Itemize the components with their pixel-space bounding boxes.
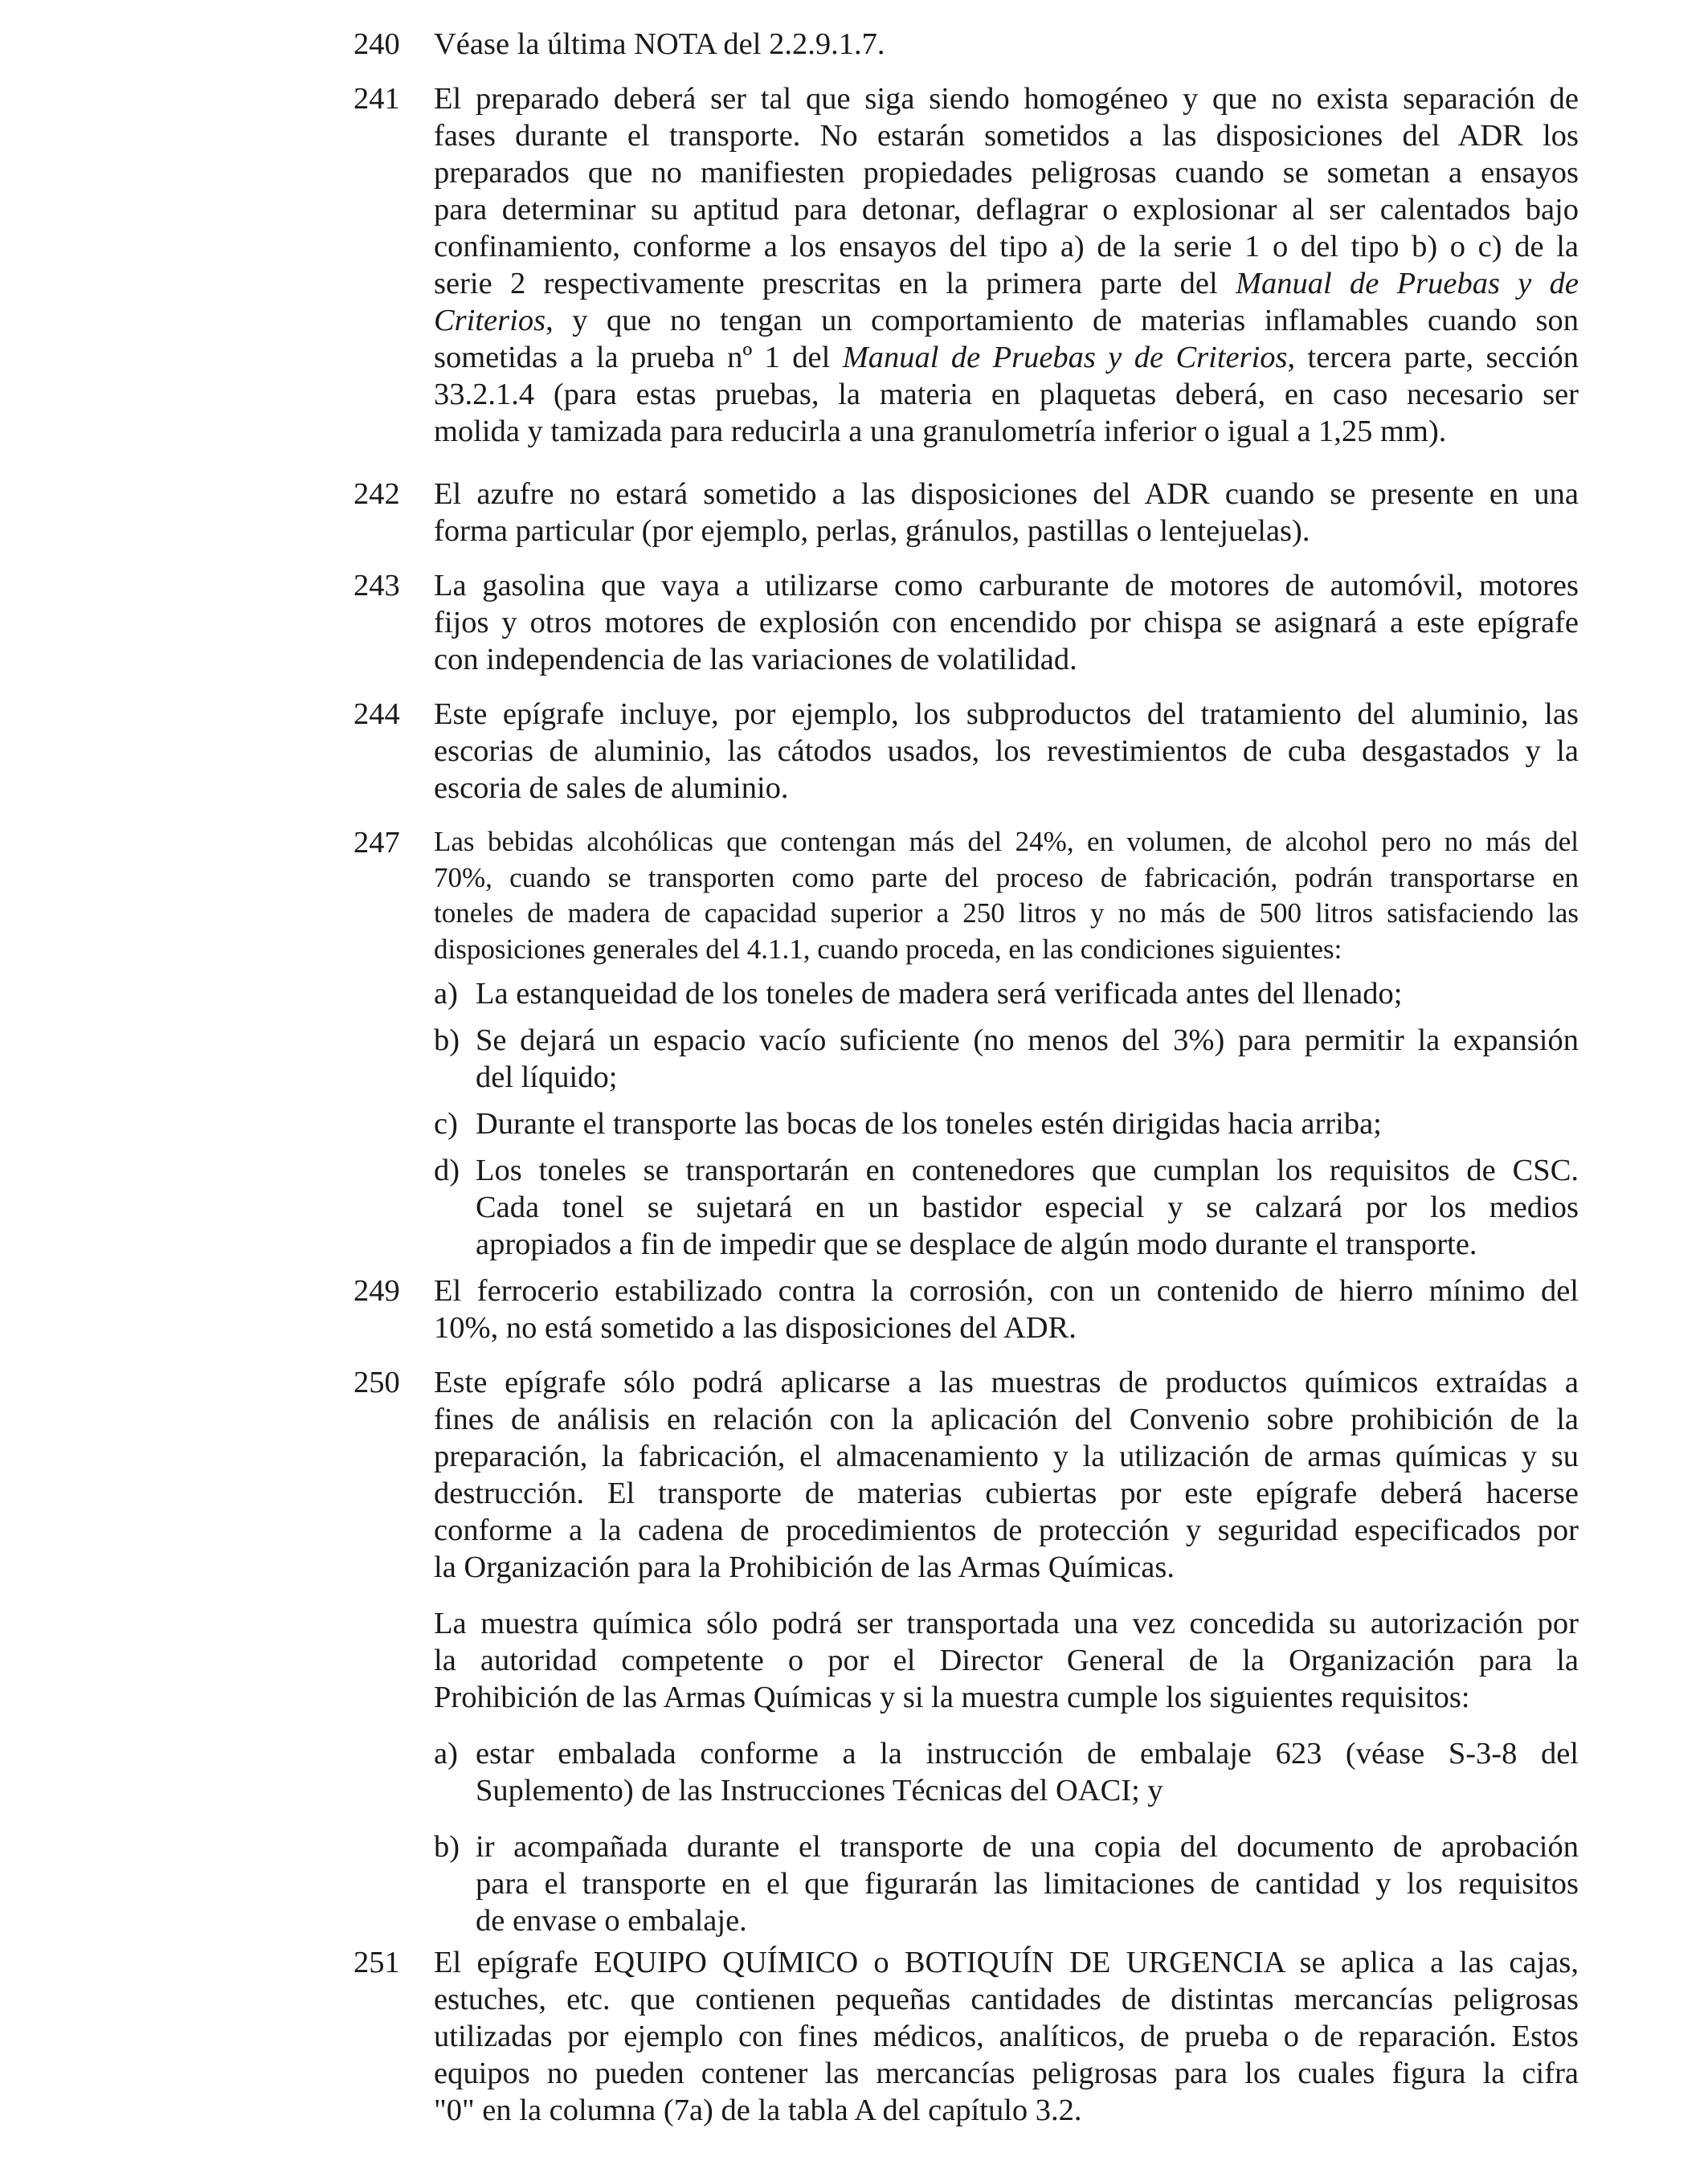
text-line: Suplemento) de las Instrucciones Técnicas del OACI; y (476, 1774, 1163, 1807)
text-line: la autoridad competente o por el Director General de la Organización para la (434, 1644, 1579, 1677)
paragraph (434, 1364, 1579, 1586)
provision-text (434, 1272, 1579, 1346)
text-line: Véase la última NOTA del 2.2.9.1.7. (434, 27, 885, 61)
text-run: , tercera parte, sección (1287, 341, 1579, 374)
text-line: preparados que no manifiesten propiedades peligrosas cuando se sometan a ensayos (434, 156, 1579, 190)
text-line: Durante el transporte las bocas de los toneles estén dirigidas hacia arriba; (476, 1107, 1382, 1141)
text-line: Este epígrafe incluye, por ejemplo, los subproductos del tratamiento del aluminio, las (434, 697, 1579, 731)
text-line: Las bebidas alcohólicas que contengan más del 24%, en volumen, de alcohol pero no más del (434, 826, 1579, 857)
paragraph (434, 1605, 1579, 1716)
italic-title: Manual de Pruebas y de (1235, 267, 1579, 300)
text-line: escoria de sales de aluminio. (434, 771, 789, 805)
text-line: equipos no pueden contener las mercancías peligrosas para los cuales figura la cifra (434, 2057, 1579, 2090)
text-line: con independencia de las variaciones de volatilidad. (434, 643, 1077, 676)
text-line (434, 265, 1579, 302)
provision-text (434, 26, 1579, 63)
text-line: disposiciones generales del 4.1.1, cuando proceda, en las condiciones siguientes: (434, 933, 1342, 965)
text-line: "0" en la columna (7a) de la tabla A del capítulo 3.2. (434, 2093, 1082, 2127)
text-line: escorias de aluminio, las cátodos usados, los revestimientos de cuba desgastados y la (434, 734, 1579, 768)
provision-number: 247 (353, 826, 400, 860)
provision-text (434, 824, 1579, 1263)
text-line: forma particular (por ejemplo, perlas, gránulos, pastillas o lentejuelas). (434, 514, 1310, 548)
text-line: preparación, la fabricación, el almacenamiento y la utilización de armas químicas y su (434, 1440, 1579, 1473)
provision-number: 251 (353, 1946, 400, 1979)
text-line: Cada tonel se sujetará en un bastidor especial y se calzará por los medios (476, 1191, 1579, 1224)
text-line: destrucción. El transporte de materias cubiertas por este epígrafe deberá hacerse (434, 1477, 1579, 1510)
text-line: la Organización para la Prohibición de las Armas Químicas. (434, 1550, 1175, 1584)
list-item-b (434, 1022, 1579, 1096)
text-line: La muestra química sólo podrá ser transportada una vez concedida su autorización por (434, 1607, 1579, 1640)
text-run: sometidas a la prueba nº 1 del (434, 341, 843, 374)
italic-title: Criterios (434, 304, 546, 337)
text-line: utilizadas por ejemplo con fines médicos, analíticos, de prueba o de reparación. Estos (434, 2020, 1579, 2053)
text-line: El azufre no estará sometido a las disposiciones del ADR cuando se presente en una (434, 477, 1579, 511)
provision-text (434, 476, 1579, 549)
text-line: Los toneles se transportarán en contenedores que cumplan los requisitos de CSC. (476, 1154, 1579, 1187)
text-run: , y que no tengan un comportamiento de materias inflamables cuando son (545, 304, 1579, 337)
provision-number: 241 (353, 82, 400, 116)
text-line: 70%, cuando se transporten como parte del proceso de fabricación, podrán transportarse en (434, 861, 1579, 893)
list-label: b) (434, 1830, 460, 1864)
text-line: confinamiento, conforme a los ensayos del tipo a) de la serie 1 o del tipo b) o c) de la (434, 230, 1579, 263)
text-line: estuches, etc. que contienen pequeñas cantidades de distintas mercancías peligrosas (434, 1983, 1579, 2016)
text-line: conforme a la cadena de procedimientos de protección y seguridad especificados por (434, 1513, 1579, 1547)
list-label: c) (434, 1107, 458, 1141)
text-line: El ferrocerio estabilizado contra la corrosión, con un contenido de hierro mínimo del (434, 1274, 1579, 1308)
text-line: apropiados a fin de impedir que se desplace de algún modo durante el transporte. (476, 1227, 1477, 1261)
text-line: fijos y otros motores de explosión con encendido por chispa se asignará a este epígrafe (434, 606, 1579, 639)
text-line: 10%, no está sometido a las disposiciones del ADR. (434, 1311, 1077, 1345)
provision-number: 240 (353, 27, 400, 61)
text-line: Se dejará un espacio vacío suficiente (no menos del 3%) para permitir la expansión (476, 1023, 1579, 1057)
text-line: toneles de madera de capacidad superior a 250 litros y no más de 500 litros satisfaciendo las (434, 897, 1579, 929)
intro-paragraph (434, 824, 1579, 967)
list-item-a (434, 1735, 1579, 1809)
list-item-a (434, 975, 1579, 1012)
text-line: El preparado deberá ser tal que siga siendo homogéneo y que no exista separación de (434, 82, 1579, 116)
text-run: serie 2 respectivamente prescritas en la primera parte del (434, 267, 1236, 300)
provision-number: 249 (353, 1274, 400, 1308)
provision-text (434, 696, 1579, 807)
text-line: molida y tamizada para reducirla a una granulometría inferior o igual a 1,25 mm). (434, 415, 1447, 448)
text-line: 33.2.1.4 (para estas pruebas, la materia en plaquetas deberá, en caso necesario ser (434, 378, 1579, 411)
text-line: para determinar su aptitud para detonar, deflagrar o explosionar al ser calentados bajo (434, 193, 1579, 227)
text-line: La estanqueidad de los toneles de madera será verificada antes del llenado; (476, 977, 1403, 1011)
list-label: a) (434, 977, 458, 1011)
text-line: La gasolina que vaya a utilizarse como carburante de motores de automóvil, motores (434, 569, 1579, 602)
provision-number: 244 (353, 697, 400, 731)
text-line: estar embalada conforme a la instrucción de embalaje 623 (véase S-3-8 del (476, 1737, 1579, 1771)
text-line: del líquido; (476, 1060, 618, 1094)
text-line: Este epígrafe sólo podrá aplicarse a las muestras de productos químicos extraídas a (434, 1366, 1579, 1399)
provision-text (434, 1364, 1579, 1939)
provision-text (434, 80, 1579, 450)
text-line: ir acompañada durante el transporte de una copia del documento de aprobación (476, 1830, 1579, 1864)
text-line: El epígrafe EQUIPO QUÍMICO o BOTIQUÍN DE URGENCIA se aplica a las cajas, (434, 1946, 1579, 1979)
text-line: para el transporte en el que figurarán las limitaciones de cantidad y los requisitos (476, 1867, 1579, 1901)
text-line: de envase o embalaje. (476, 1904, 747, 1938)
list-label: a) (434, 1737, 458, 1771)
provision-number: 250 (353, 1366, 400, 1399)
provision-text (434, 567, 1579, 678)
text-line (434, 339, 1579, 376)
list-item-d (434, 1152, 1579, 1263)
text-line: fines de análisis en relación con la aplicación del Convenio sobre prohibición de la (434, 1403, 1579, 1436)
provision-text (434, 1944, 1579, 2129)
text-line: fases durante el transporte. No estarán sometidos a las disposiciones del ADR los (434, 119, 1579, 153)
provision-number: 243 (353, 569, 400, 602)
provision-number: 242 (353, 477, 400, 511)
text-line: Prohibición de las Armas Químicas y si la muestra cumple los siguientes requisitos: (434, 1681, 1470, 1714)
list-label: d) (434, 1154, 460, 1187)
list-item-c (434, 1105, 1579, 1142)
list-label: b) (434, 1023, 460, 1057)
italic-title: Manual de Pruebas y de Criterios (842, 341, 1288, 374)
list-item-b (434, 1828, 1579, 1939)
text-line (434, 302, 1579, 339)
